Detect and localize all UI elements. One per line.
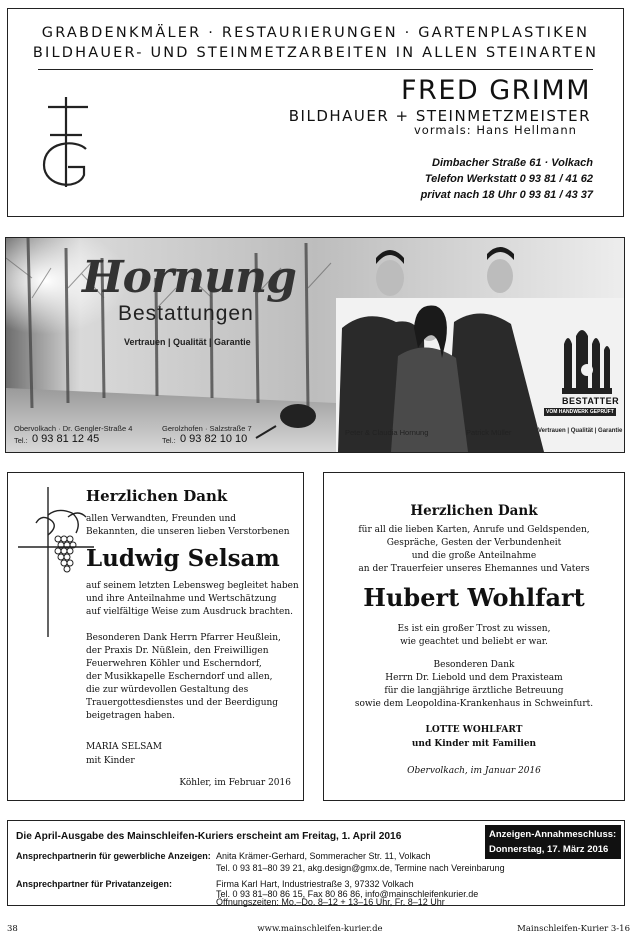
info-deadline-label: Anzeigen-Annahmeschluss: (489, 829, 617, 840)
hornung-bestatter-badge-icon (560, 324, 614, 396)
wohlfart-signature-name: LOTTE WOHLFART (425, 725, 523, 735)
hornung-logo-main: Hornung (82, 252, 296, 303)
selsam-intro1: allen Verwandten, Freunden und (86, 514, 237, 524)
wohlfart-signature-family: und Kinder mit Familien (411, 739, 537, 749)
selsam-q3: Feuerwehren Köhler und Escherndorf, (86, 659, 262, 669)
grimm-former-owner: vormals: Hans Hellmann (414, 123, 577, 137)
footer-url: www.mainschleifen-kurier.de (257, 924, 383, 934)
grimm-phone-workshop: Telefon Werkstatt 0 93 81 / 41 62 (424, 173, 593, 185)
selsam-q7: beigetragen haben. (86, 711, 175, 721)
wohlfart-l4: an der Trauerfeier unseres Ehemannes und Vaters (358, 564, 590, 574)
info-private-line1: Firma Karl Hart, Industriestraße 3, 97332 Volkach (216, 879, 414, 889)
wohlfart-heading: Herzlichen Dank (410, 503, 538, 519)
selsam-q4: der Musikkapelle Escherndorf und allen, (86, 672, 273, 682)
wohlfart-place-date: Obervolkach, im Januar 2016 (407, 766, 541, 776)
wohlfart-l1: für all die lieben Karten, Anrufe und Geldspenden, (358, 525, 590, 535)
grimm-divider (38, 69, 593, 70)
hornung-branch1-address: Obervolkach · Dr. Gengler-Straße 4 (14, 424, 133, 433)
selsam-signature-family: mit Kinder (86, 756, 135, 766)
selsam-q5: die zur würdevollen Gestaltung des (86, 685, 249, 695)
selsam-p3: auf vielfältige Weise zum Ausdruck brachten. (86, 607, 293, 617)
hornung-badge-slogan: Vertrauen | Qualität | Garantie (538, 428, 623, 434)
selsam-p1: auf seinem letzten Lebensweg begleitet haben (86, 581, 299, 591)
hornung-branch2-tel: 0 93 82 10 10 (180, 433, 248, 445)
info-private-label: Ansprechpartner für Privatanzeigen: (16, 879, 173, 889)
info-commercial-line2: Tel. 0 93 81–80 39 21, akg.design@gmx.de, Termine nach Vereinbarung (216, 863, 505, 873)
wohlfart-n3: für die langjährige ärztliche Betreuung (384, 686, 564, 696)
info-private-line3: Öffnungszeiten: Mo.–Do. 8–12 + 13–16 Uhr, Fr. 8–12 Uhr (216, 897, 445, 907)
selsam-deceased-name: Ludwig Selsam (86, 545, 280, 572)
hornung-logo-sub: Bestattungen (118, 302, 254, 325)
grimm-address: Dimbacher Straße 61 · Volkach (432, 157, 593, 169)
wohlfart-deceased-name: Hubert Wohlfart (363, 583, 585, 612)
kurier-info-box (7, 820, 625, 906)
selsam-q6: Trauergottesdienstes und der Beerdigung (86, 698, 279, 708)
grimm-header-line1: GRABDENKMÄLER · RESTAURIERUNGEN · GARTENPLASTIKEN (41, 25, 590, 41)
wohlfart-l2: Gespräche, Gesten der Verbundenheit (386, 538, 562, 548)
grimm-phone-private: privat nach 18 Uhr 0 93 81 / 43 37 (420, 189, 593, 201)
info-commercial-line1: Anita Krämer-Gerhard, Sommeracher Str. 11, Volkach (216, 851, 431, 861)
hornung-branch1-tel-label: Tel.: (14, 436, 28, 445)
selsam-signature-name: MARIA SELSAM (86, 742, 162, 752)
wohlfart-m1: Es ist ein großer Trost zu wissen, (397, 624, 551, 634)
grimm-ad (7, 8, 624, 217)
cross-grapes-icon (18, 487, 94, 637)
hornung-branch2-address: Gerolzhofen · Salzstraße 7 (162, 424, 252, 433)
selsam-p2: und ihre Anteilnahme und Wertschätzung (86, 594, 277, 604)
page-number: 38 (7, 924, 18, 934)
info-deadline-box (485, 825, 621, 859)
wohlfart-l3: und die große Anteilnahme (411, 551, 537, 561)
selsam-place-date: Köhler, im Februar 2016 (179, 778, 291, 788)
grimm-name: FRED GRIMM (401, 75, 591, 106)
info-headline: Die April-Ausgabe des Mainschleifen-Kuriers erscheint am Freitag, 1. April 2016 (16, 831, 402, 842)
hornung-slogan: Vertrauen | Qualität | Garantie (124, 337, 251, 347)
info-deadline-date: Donnerstag, 17. März 2016 (489, 844, 609, 855)
grimm-monogram-logo (36, 93, 96, 193)
selsam-thanks-ad (7, 472, 304, 801)
hornung-person1: Peter & Claudia Hornung (345, 428, 429, 437)
hornung-branch1-tel: 0 93 81 12 45 (32, 433, 100, 445)
info-private-line2: Tel. 0 93 81–80 86 15, Fax 80 86 86, info@mainschleifenkurier.de (216, 889, 479, 899)
hornung-branch2-tel-label: Tel.: (162, 436, 176, 445)
hornung-badge-sub: VOM HANDWERK GEPRÜFT (546, 409, 614, 415)
footer-issue: Mainschleifen-Kurier 3-16 (517, 924, 630, 934)
hornung-ad (5, 237, 625, 453)
hornung-badge-title: BESTATTER (562, 396, 620, 406)
wohlfart-n4: sowie dem Leopoldina-Krankenhaus in Schweinfurt. (354, 699, 594, 709)
selsam-q1: Besonderen Dank Herrn Pfarrer Heußlein, (86, 633, 281, 643)
hornung-person2: Patrick Müller (466, 428, 512, 437)
grimm-title: BILDHAUER + STEINMETZMEISTER (288, 107, 591, 125)
wohlfart-n1: Besonderen Dank (433, 660, 515, 670)
info-commercial-label: Ansprechpartnerin für gewerbliche Anzeigen: (16, 851, 211, 861)
selsam-q2: der Praxis Dr. Nüßlein, den Freiwilligen (86, 646, 269, 656)
wohlfart-m2: wie geachtet und beliebt er war. (400, 637, 548, 647)
wohlfart-thanks-ad (323, 472, 625, 801)
grimm-header-line2: BILDHAUER- UND STEINMETZARBEITEN IN ALLEN STEINARTEN (32, 45, 599, 61)
selsam-intro2: Bekannten, die unseren lieben Verstorbenen (86, 527, 290, 537)
selsam-heading: Herzlichen Dank (86, 487, 228, 505)
wohlfart-n2: Herrn Dr. Liebold und dem Praxisteam (385, 673, 563, 683)
